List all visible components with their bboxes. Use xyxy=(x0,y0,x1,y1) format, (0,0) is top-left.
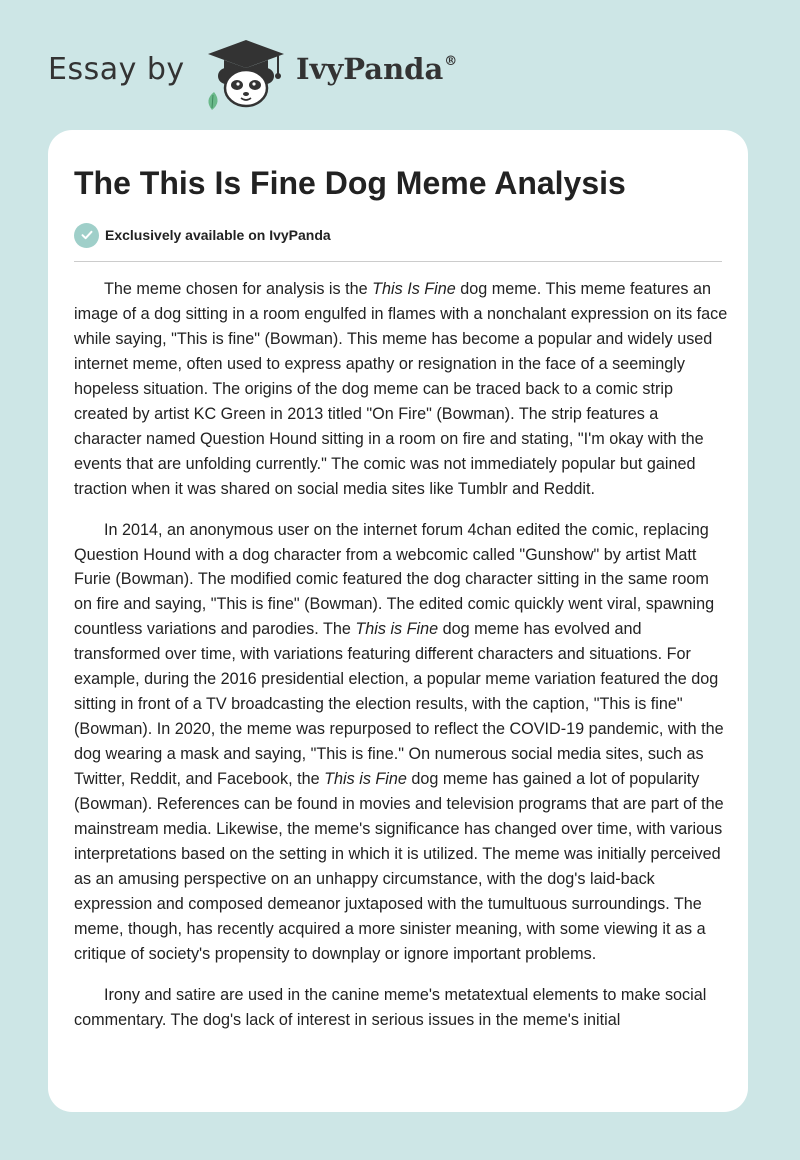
text-run: In 2014, an anonymous user on the internet forum 4chan edited the comic, replacing Question Hound with a dog character from a webcomic called "Gunshow" by artist Matt Furie (Bowman). The modified comic featured the dog character sitting in the same room on fire and saying, "This is fine" (Bowman). The edited comic quickly went viral, spawning countless variations and parodies. The xyxy=(74,520,715,639)
text-run: Irony and satire are used in the canine meme's metatextual elements to make social commentary. The dog's lack of interest in serious issues in the meme's initial xyxy=(74,985,707,1029)
article-title: The This Is Fine Dog Meme Analysis xyxy=(74,165,626,201)
text-run: The meme chosen for analysis is the xyxy=(104,280,373,298)
brand-logo-text[interactable]: IvyPanda® xyxy=(296,52,458,86)
text-run: dog meme has evolved and transformed over time, with variations featuring different characters and situations. For example, during the 2016 presidential election, a popular meme variation featured the dog sitting in front of a TV broadcasting the election results, with the caption, "This is fine" (Bowman). In 2020, the meme was repurposed to reflect the COVID-19 pandemic, with the dog wearing a mask and saying, "This is fine." On numerous social media sites, such as Twitter, Reddit, and Facebook, the xyxy=(74,620,724,789)
exclusive-label: Exclusively available on IvyPanda xyxy=(105,227,331,243)
paragraph-3 xyxy=(74,983,728,1033)
text-run: dog meme. This meme features an image of a dog sitting in a room engulfed in flames with a nonchalant expression on its face while saying, "This is fine" (Bowman). This meme has become a popular and widely used internet meme, often used to express apathy or resignation in the face of a seemingly hopeless situation. The origins of the dog meme can be traced back to a comic strip created by artist KC Green in 2013 titled "On Fire" (Bowman). The strip features a character named Question Hound sitting in a room on fire and stating, "I'm okay with the events that are unfolding currently." The comic was not immediately popular but gained traction when it was shared on social media sites like Tumblr and Reddit. xyxy=(74,280,728,498)
paragraph-2 xyxy=(74,518,728,967)
title-divider xyxy=(74,261,722,262)
italic-title-run: This Is Fine xyxy=(372,280,456,298)
article-body xyxy=(74,277,728,1049)
essay-by-label: Essay by xyxy=(48,52,185,87)
article-card xyxy=(48,130,748,1112)
check-icon xyxy=(74,223,99,248)
panda-graduate-icon[interactable] xyxy=(200,34,292,110)
italic-title-run: This is Fine xyxy=(324,770,407,789)
paragraph-1 xyxy=(74,277,728,502)
registered-mark: ® xyxy=(444,54,458,69)
exclusive-badge xyxy=(74,222,331,248)
site-header xyxy=(0,0,800,130)
text-run: dog meme has gained a lot of popularity (Bowman). References can be found in movies and television programs that are part of the mainstream media. Likewise, the meme's significance has changed over time, with various interpretations based on the setting in which it is utilized. The meme was initially perceived as an amusing perspective on an unhappy circumstance, with the dog's laid-back expression and composed demeanor juxtaposed with the tumultuous surroundings. The meme, though, has recently acquired a more sinister meaning, with some viewing it as a critique of society's propensity to downplay or ignore important problems. xyxy=(74,770,724,963)
italic-title-run: This is Fine xyxy=(355,620,439,639)
